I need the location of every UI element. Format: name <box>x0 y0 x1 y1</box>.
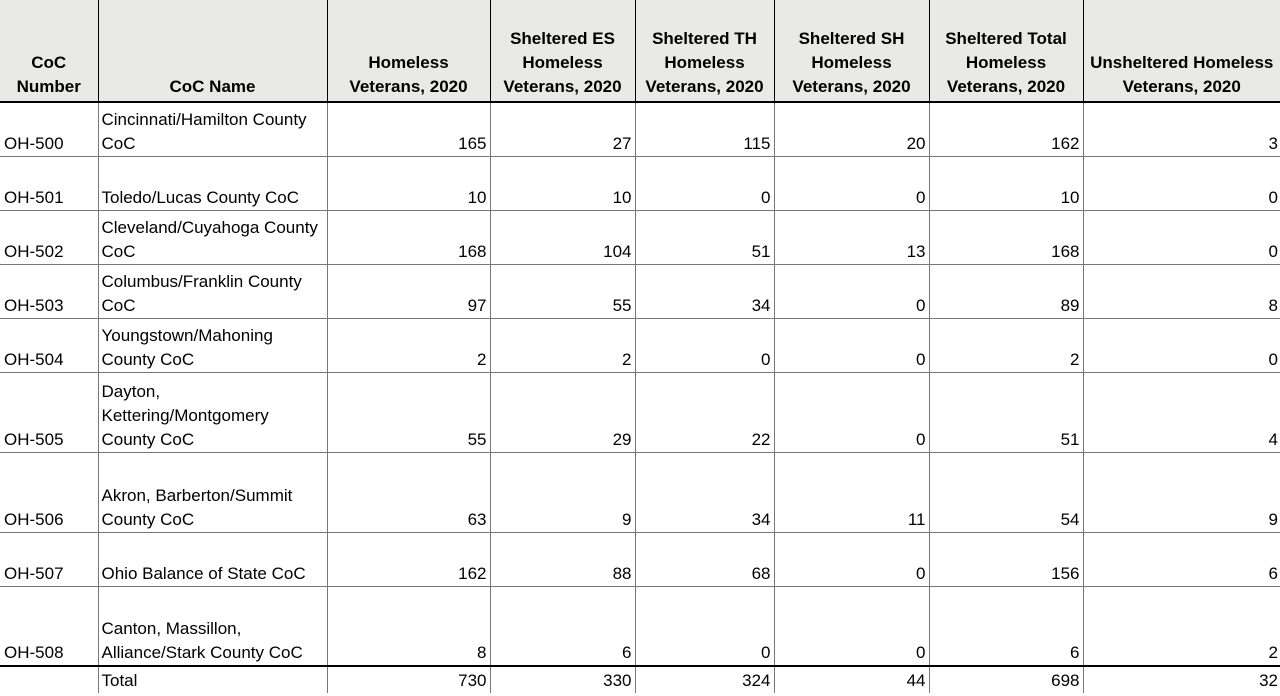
sheltered-th-cell: 115 <box>635 102 774 156</box>
sheltered-sh-total: 44 <box>774 666 929 693</box>
coc-name-cell: Cincinnati/Hamilton County CoC <box>98 102 327 156</box>
sheltered-es-cell: 104 <box>490 210 635 264</box>
sheltered-es-cell: 88 <box>490 532 635 586</box>
table-row <box>0 586 1280 666</box>
coc-number-cell: OH-504 <box>0 318 98 372</box>
sheltered-es-cell: 9 <box>490 452 635 532</box>
sheltered-sh-cell: 0 <box>774 264 929 318</box>
sheltered-th-total: 324 <box>635 666 774 693</box>
homeless-veterans-cell: 168 <box>327 210 490 264</box>
homeless-veterans-cell: 2 <box>327 318 490 372</box>
table-row <box>0 210 1280 264</box>
unsheltered-cell: 6 <box>1083 532 1280 586</box>
coc-number-cell: OH-505 <box>0 372 98 452</box>
unsheltered-cell: 0 <box>1083 156 1280 210</box>
homeless-veterans-cell: 55 <box>327 372 490 452</box>
sheltered-es-total: 330 <box>490 666 635 693</box>
coc-number-cell: OH-501 <box>0 156 98 210</box>
sheltered-total-cell: 89 <box>929 264 1083 318</box>
unsheltered-cell: 0 <box>1083 210 1280 264</box>
coc-name-cell: Akron, Barberton/Summit County CoC <box>98 452 327 532</box>
coc-name-cell: Canton, Massillon, Alliance/Stark County CoC <box>98 586 327 666</box>
coc-number-cell: OH-503 <box>0 264 98 318</box>
table-row <box>0 264 1280 318</box>
table-row <box>0 318 1280 372</box>
homeless-veterans-cell: 165 <box>327 102 490 156</box>
coc-number-cell: OH-502 <box>0 210 98 264</box>
sheltered-th-cell: 34 <box>635 264 774 318</box>
unsheltered-cell: 4 <box>1083 372 1280 452</box>
sheltered-es-cell: 27 <box>490 102 635 156</box>
sheltered-sh-cell: 0 <box>774 532 929 586</box>
unsheltered-cell: 0 <box>1083 318 1280 372</box>
unsheltered-cell: 9 <box>1083 452 1280 532</box>
sheltered-total-cell: 156 <box>929 532 1083 586</box>
table-row <box>0 102 1280 156</box>
homeless-veterans-total: 730 <box>327 666 490 693</box>
table-row <box>0 372 1280 452</box>
sheltered-th-cell: 0 <box>635 156 774 210</box>
sheltered-th-cell: 34 <box>635 452 774 532</box>
sheltered-sh-cell: 11 <box>774 452 929 532</box>
sheltered-total-cell: 168 <box>929 210 1083 264</box>
header-sheltered-th: Sheltered TH Homeless Veterans, 2020 <box>635 0 774 102</box>
sheltered-th-cell: 68 <box>635 532 774 586</box>
coc-name-cell: Ohio Balance of State CoC <box>98 532 327 586</box>
sheltered-total-total: 698 <box>929 666 1083 693</box>
header-homeless-veterans: Homeless Veterans, 2020 <box>327 0 490 102</box>
header-unsheltered: Unsheltered Homeless Veterans, 2020 <box>1083 0 1280 102</box>
sheltered-total-cell: 10 <box>929 156 1083 210</box>
sheltered-total-cell: 2 <box>929 318 1083 372</box>
sheltered-es-cell: 55 <box>490 264 635 318</box>
sheltered-total-cell: 6 <box>929 586 1083 666</box>
homeless-veterans-cell: 63 <box>327 452 490 532</box>
table-row <box>0 532 1280 586</box>
sheltered-th-cell: 22 <box>635 372 774 452</box>
table-row <box>0 156 1280 210</box>
sheltered-sh-cell: 0 <box>774 156 929 210</box>
header-coc-name: CoC Name <box>98 0 327 102</box>
sheltered-th-cell: 51 <box>635 210 774 264</box>
sheltered-total-cell: 162 <box>929 102 1083 156</box>
unsheltered-cell: 2 <box>1083 586 1280 666</box>
coc-number-cell: OH-507 <box>0 532 98 586</box>
coc-number-cell: OH-506 <box>0 452 98 532</box>
sheltered-sh-cell: 13 <box>774 210 929 264</box>
header-sheltered-es: Sheltered ES Homeless Veterans, 2020 <box>490 0 635 102</box>
table-row <box>0 452 1280 532</box>
sheltered-es-cell: 10 <box>490 156 635 210</box>
header-coc-number: CoC Number <box>0 0 98 102</box>
coc-name-cell: Youngstown/Mahoning County CoC <box>98 318 327 372</box>
sheltered-es-cell: 29 <box>490 372 635 452</box>
coc-name-cell: Cleveland/Cuyahoga County CoC <box>98 210 327 264</box>
header-sheltered-sh: Sheltered SH Homeless Veterans, 2020 <box>774 0 929 102</box>
homeless-veterans-cell: 8 <box>327 586 490 666</box>
header-sheltered-total: Sheltered Total Homeless Veterans, 2020 <box>929 0 1083 102</box>
sheltered-es-cell: 2 <box>490 318 635 372</box>
coc-name-cell: Dayton, Kettering/Montgomery County CoC <box>98 372 327 452</box>
homeless-veterans-cell: 162 <box>327 532 490 586</box>
sheltered-es-cell: 6 <box>490 586 635 666</box>
totals-spacer-cell <box>0 666 98 693</box>
sheltered-sh-cell: 0 <box>774 586 929 666</box>
sheltered-sh-cell: 0 <box>774 318 929 372</box>
coc-number-cell: OH-500 <box>0 102 98 156</box>
unsheltered-total: 32 <box>1083 666 1280 693</box>
coc-name-cell: Toledo/Lucas County CoC <box>98 156 327 210</box>
homeless-veterans-cell: 97 <box>327 264 490 318</box>
sheltered-sh-cell: 0 <box>774 372 929 452</box>
homeless-veterans-cell: 10 <box>327 156 490 210</box>
totals-row <box>0 666 1280 693</box>
sheltered-total-cell: 54 <box>929 452 1083 532</box>
coc-name-cell: Columbus/Franklin County CoC <box>98 264 327 318</box>
sheltered-sh-cell: 20 <box>774 102 929 156</box>
unsheltered-cell: 3 <box>1083 102 1280 156</box>
sheltered-th-cell: 0 <box>635 586 774 666</box>
totals-label: Total <box>98 666 327 693</box>
sheltered-total-cell: 51 <box>929 372 1083 452</box>
coc-number-cell: OH-508 <box>0 586 98 666</box>
header-row <box>0 0 1280 102</box>
sheltered-th-cell: 0 <box>635 318 774 372</box>
unsheltered-cell: 8 <box>1083 264 1280 318</box>
